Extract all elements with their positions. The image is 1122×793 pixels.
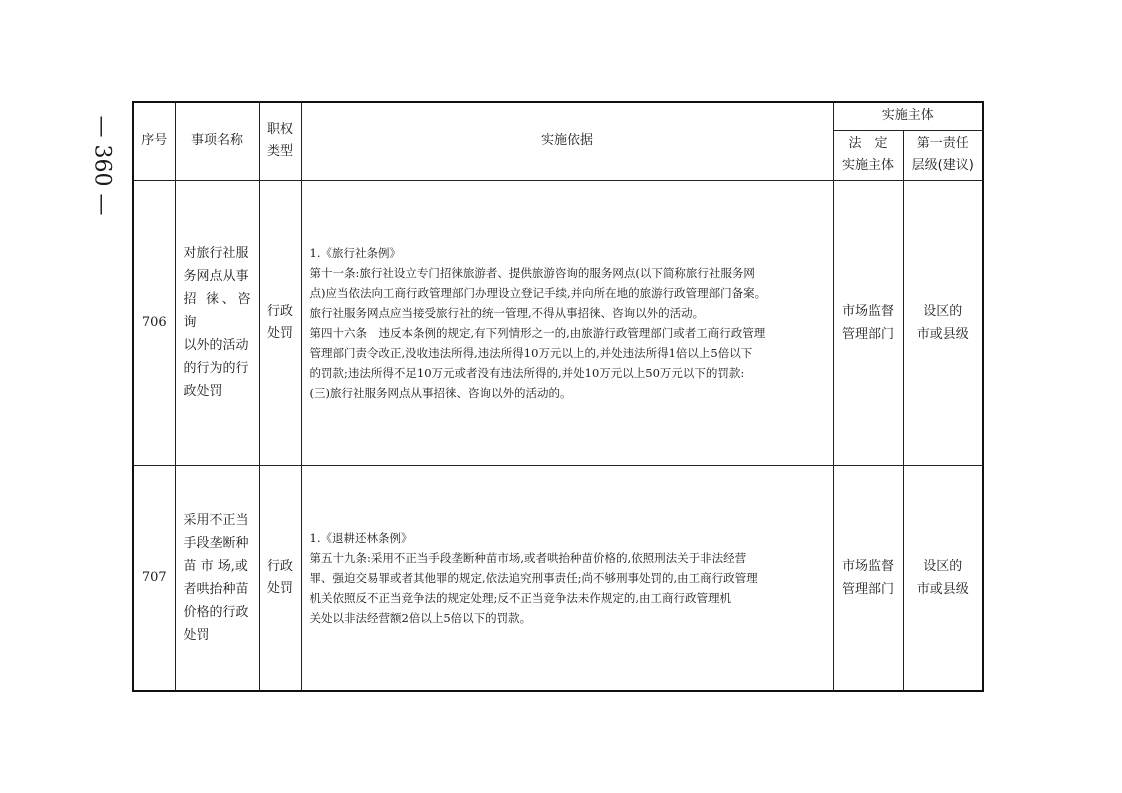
- basis-line: 罪、强迫交易罪或者其他罪的规定,依法追究刑事责任;尚不够刑事处罚的,由工商行政管理: [309, 570, 758, 585]
- row-basis: [301, 465, 833, 691]
- page-number: [82, 115, 122, 215]
- row-legal-line: 管理部门: [841, 326, 894, 342]
- row-name-line: 苗 市 场,或: [183, 558, 248, 574]
- row-legal-line: 管理部门: [841, 581, 894, 597]
- header-no: 序号: [133, 102, 175, 180]
- basis-line: (三)旅行社服务网点从事招徕、咨询以外的活动的。: [309, 385, 572, 400]
- row-legal-line: 市场监督: [841, 303, 894, 319]
- row-name-line: 手段垄断种: [183, 535, 249, 551]
- row-type-line: 行政: [266, 558, 293, 574]
- row-name-line: 者哄抬种苗: [183, 581, 249, 597]
- row-type-line: 处罚: [266, 580, 293, 596]
- header-subject-group: 实施主体: [833, 102, 983, 130]
- header-legal-line: 法 定: [848, 136, 888, 151]
- header-legal-line: 实施主体: [841, 158, 894, 173]
- enforcement-table: [132, 101, 984, 692]
- basis-line: 1.《旅行社条例》: [309, 245, 401, 260]
- row-legal-line: 市场监督: [841, 558, 894, 574]
- row-basis: [301, 180, 833, 465]
- row-name-line: 采用不正当: [183, 512, 249, 528]
- row-no: 707: [133, 465, 175, 691]
- row-type: [259, 465, 301, 691]
- row-legal-subject: [833, 465, 903, 691]
- header-legal-subject: [833, 130, 903, 180]
- row-first-line: 市或县级: [916, 326, 969, 342]
- table-row: [133, 465, 983, 691]
- row-first-level: [903, 180, 983, 465]
- row-name-line: 处罚: [183, 627, 210, 643]
- basis-line: 第四十六条 违反本条例的规定,有下列情形之一的,由旅游行政管理部门或者工商行政管理: [309, 325, 766, 340]
- row-name-line: 以外的活动: [183, 338, 249, 353]
- header-name: 事项名称: [175, 102, 259, 180]
- row-first-line: 市或县级: [916, 581, 969, 597]
- row-name-line: 的行为的行: [183, 361, 249, 376]
- row-name-line: 价格的行政: [183, 604, 249, 620]
- table-row: [133, 180, 983, 465]
- header-type-line: 职权: [266, 122, 293, 138]
- row-type-line: 处罚: [266, 325, 293, 341]
- basis-line: 关处以非法经营额2倍以上5倍以下的罚款。: [309, 610, 532, 625]
- header-type: [259, 102, 301, 180]
- row-legal-subject: [833, 180, 903, 465]
- row-name: [175, 465, 259, 691]
- basis-line: 的罚款;违法所得不足10万元或者没有违法所得的,并处10万元以上50万元以下的罚款:: [309, 365, 745, 380]
- row-type: [259, 180, 301, 465]
- basis-line: 旅行社服务网点应当接受旅行社的统一管理,不得从事招徕、咨询以外的活动。: [309, 305, 705, 320]
- header-basis: 实施依据: [301, 102, 833, 180]
- basis-line: 1.《退耕还林条例》: [309, 530, 413, 545]
- row-first-level: [903, 465, 983, 691]
- row-name-line: 务网点从事: [183, 269, 249, 284]
- header-first-line: 第一责任: [916, 136, 969, 151]
- row-first-line: 设区的: [923, 303, 963, 319]
- header-first-level: [903, 130, 983, 180]
- row-first-line: 设区的: [923, 558, 963, 574]
- header-first-line: 层级(建议): [911, 158, 974, 173]
- basis-line: 机关依照反不正当竞争法的规定处理;反不正当竞争法未作规定的,由工商行政管理机: [309, 590, 732, 605]
- row-type-line: 行政: [266, 303, 293, 319]
- row-name: [175, 180, 259, 465]
- basis-line: 点)应当依法向工商行政管理部门办理设立登记手续,并向所在地的旅游行政管理部门备案。: [309, 285, 767, 300]
- page-number-text: — 360 —: [89, 115, 115, 215]
- row-name-line: 政处罚: [183, 384, 223, 399]
- header-type-line: 类型: [266, 144, 293, 160]
- row-no: 706: [133, 180, 175, 465]
- basis-line: 第十一条:旅行社设立专门招徕旅游者、提供旅游咨询的服务网点(以下简称旅行社服务网: [309, 265, 755, 280]
- row-name-line: 对旅行社服: [183, 246, 249, 261]
- row-name-line: 招 徕、咨 询: [183, 292, 251, 330]
- basis-line: 第五十九条:采用不正当手段垄断种苗市场,或者哄抬种苗价格的,依照刑法关于非法经营: [309, 550, 747, 565]
- basis-line: 管理部门责令改正,没收违法所得,违法所得10万元以上的,并处违法所得1倍以上5倍以下: [309, 345, 753, 360]
